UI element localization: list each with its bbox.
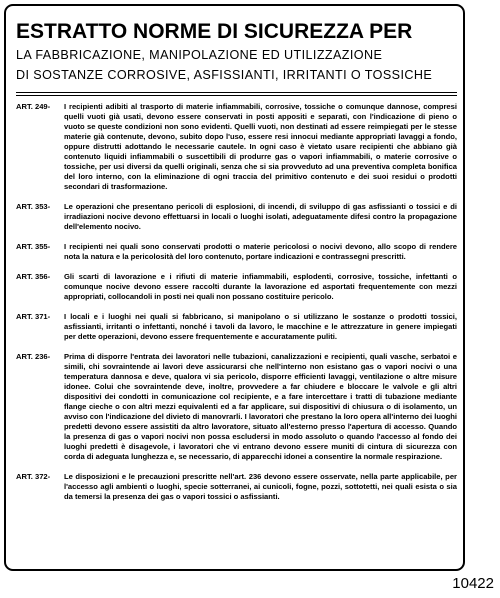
safety-sign <box>4 4 465 571</box>
article-label: ART. 372- <box>16 472 51 481</box>
article-353 <box>16 202 457 232</box>
article-label: ART. 355- <box>16 242 51 251</box>
article-text: I locali e i luoghi nei quali si fabbricano, si manipolano o si utilizzano le sostanze o prodotti tossici, asfissianti, irritanti o infettanti, nonché i tavoli da lavoro, le macchine e le attrezzature in genere impiegati per dette operazioni, devono essere frequentemente e accuratamente puliti. <box>64 312 457 341</box>
title-divider-bottom <box>16 95 457 96</box>
product-code: 10422 <box>452 575 494 592</box>
article-label: ART. 236- <box>16 352 51 361</box>
article-371 <box>16 312 457 342</box>
sign-title: ESTRATTO NORME DI SICUREZZA PER <box>16 20 413 43</box>
article-text: I recipienti nei quali sono conservati prodotti o materie pericolosi o nocivi devono, allo scopo di rendere nota la natura e la pericolosità del loro contenuto, portare indicazioni e contrassegni prescritti. <box>64 242 457 261</box>
article-label: ART. 371- <box>16 312 51 321</box>
sign-subtitle-line2: DI SOSTANZE CORROSIVE, ASFISSIANTI, IRRITANTI O TOSSICHE <box>16 68 433 82</box>
title-divider-top <box>16 92 457 93</box>
sign-subtitle-line1: LA FABBRICAZIONE, MANIPOLAZIONE ED UTILIZZAZIONE <box>16 48 383 62</box>
article-355 <box>16 242 457 262</box>
article-372 <box>16 472 457 502</box>
article-label: ART. 249- <box>16 102 51 111</box>
articles-list <box>16 102 457 502</box>
article-text: Le operazioni che presentano pericoli di esplosioni, di incendi, di sviluppo di gas asfissianti o tossici e di irradiazioni nocive devono effettuarsi in locali o luoghi isolati, adeguatamente difesi contro la propagazione dell'elemento nocivo. <box>64 202 457 231</box>
article-text: Le disposizioni e le precauzioni prescritte nell'art. 236 devono essere osservate, nella parte applicabile, per l'accesso agli ambienti o luoghi, specie sotterranei, ai cunicoli, fogne, pozzi, sottotetti, nei quali esista o sia da temersi la presenza dei gas o vapori tossici o asfissianti. <box>64 472 457 501</box>
article-label: ART. 356- <box>16 272 51 281</box>
article-text: Gli scarti di lavorazione e i rifiuti di materie infiammabili, esplodenti, corrosive, tossiche, infettanti o comunque nocive devono essere raccolti durante la lavorazione ed asportati frequentemente con mezzi appropriati, collocandoli in posti nei quali non possano costituire pericolo. <box>64 272 457 301</box>
article-label: ART. 353- <box>16 202 51 211</box>
article-text: Prima di disporre l'entrata dei lavoratori nelle tubazioni, canalizzazioni e recipienti, quali vasche, serbatoi e simili, chi sovraintende ai lavori deve assicurarsi che nell'interno non esistano gas o vapori nocivi o una temperatura dannosa e deve, qualora vi sia pericolo, disporre efficienti lavaggi, ventilazione o altre misure idonee. Colui che sovraintende deve, inoltre, provvedere a far chiudere e bloccare le valvole e gli altri dispositivi dei condotti in comunicazione col recipiente, e a fare intercettare i tratti di tubazione mediante flange cieche o con altri mezzi equivalenti ed a far applicare, sui dispositivi di chiusura o di isolamento, un avviso con l'indicazione del divieto di manovrarli. I lavoratori che prestano la loro opera all'interno dei luoghi predetti devono essere assistiti da altro lavoratore, situato all'esterno presso l'apertura di accesso. Quando la presenza di gas o vapori nocivi non possa escludersi in modo assoluto o quando l'accesso al fondo dei luoghi predetti è disagevole, i lavoratori che vi entrano devono essere muniti di cintura di sicurezza con corda di adeguata lunghezza e, se necessario, di apparecchi idonei a consentire la normale respirazione. <box>64 352 457 461</box>
article-236 <box>16 352 457 462</box>
article-text: I recipienti adibiti al trasporto di materie infiammabili, corrosive, tossiche o comunque dannose, compresi quelli vuoti già usati, devono essere conservati in posti appositi e separati, con l'indicazione di pieno o vuoto se queste condizioni non sono evidenti. Quelli vuoti, non destinati ad essere reimpiegati per le stesse materie già contenute, devono, subito dopo l'uso, essere resi innocui mediante appropriati lavaggi a fondo, oppure distrutti adottando le necessarie cautele. In ogni caso è vietato usare recipienti che abbiano già contenuto liquidi infiammabili o suscettibili di produrre gas o vapori infiammabili, o materie corrosive o tossiche, per usi diversi da quelli originali, senza che si sia provveduto ad una preventiva completa bonifica del loro interno, con la eliminazione di ogni traccia del primitivo contenuto e dei suoi residui o prodotti secondari di trasformazione. <box>64 102 457 191</box>
article-356 <box>16 272 457 302</box>
article-249 <box>16 102 457 192</box>
